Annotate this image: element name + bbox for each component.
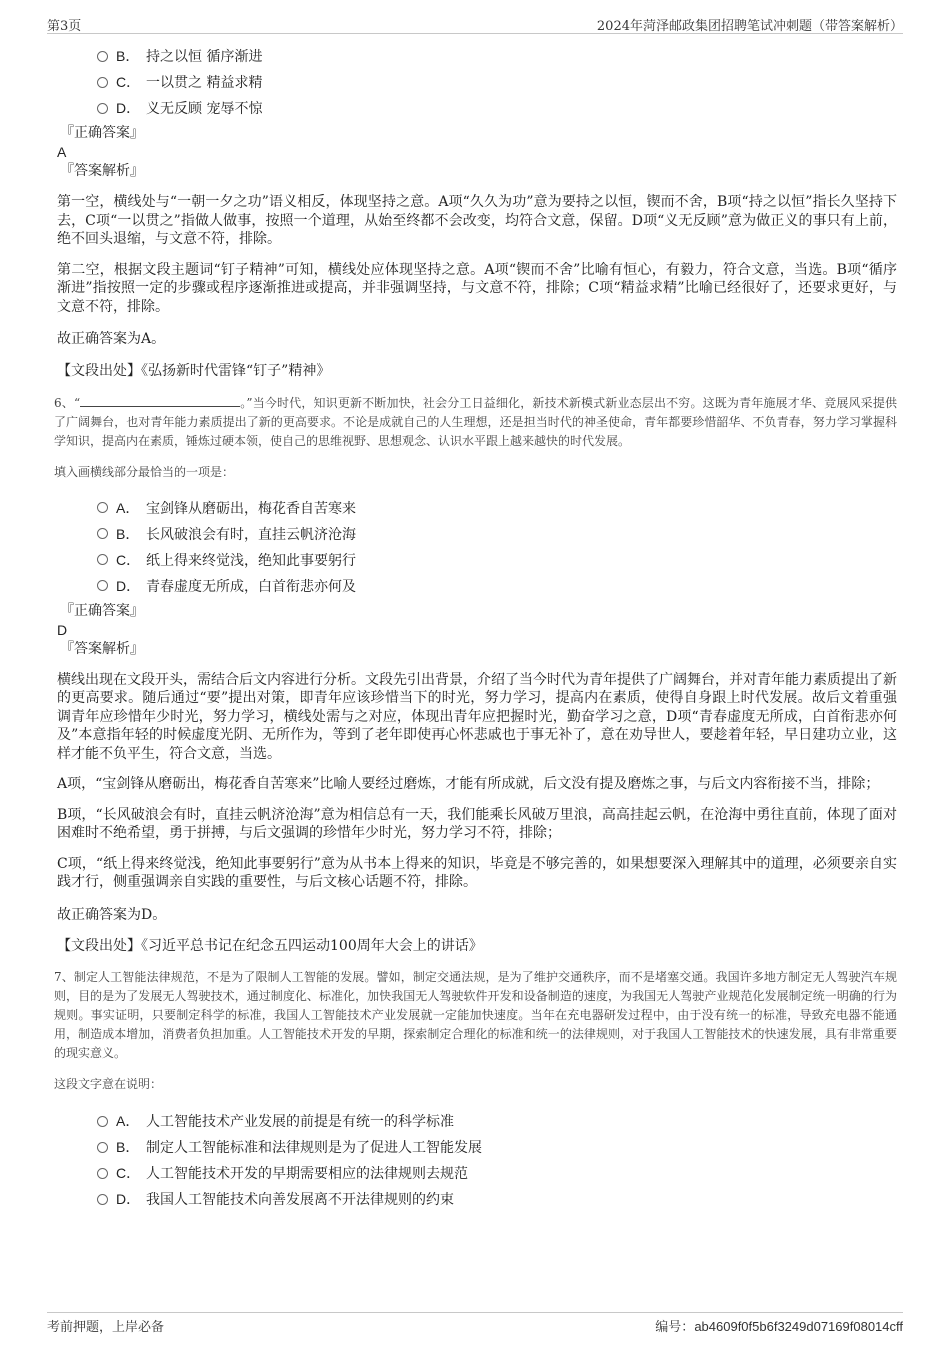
question-stem: 7、制定人工智能法律规范，不是为了限制人工智能的发展。譬如，制定交通法规，是为了维护交通秩序，而不是堵塞交通。我国许多地方制定无人驾驶汽车规则，目的是为了发展无人驾驶技术，通过制度化、标准化，加快我国无人驾驶软件开发和设备制造的速度，为我国无人驾驶产业规范化发展制定统一明确的行为规则。事实证明，只要制定科学的标准，我国人工智能技术产业发展就一定能加快速度。当年在充电器研发过程中，由于没有统一的标准，导致充电器不能通用，制造成本增加，消费者负担加重。人工智能技术开发的早期，探索制定合理化的标准和统一的法律规则，对于我国人工智能技术的快速发展，具有非常重要的现实意义。	[54, 970, 897, 1060]
fill-blank	[80, 394, 240, 407]
option-c[interactable]: C． 人工智能技术开发的早期需要相应的法律规则去规范	[97, 1160, 897, 1186]
option-d[interactable]: D． 青春虚度无所成，白首衔悲亦何及	[97, 573, 897, 599]
radio-icon[interactable]	[97, 1194, 108, 1205]
analysis-paragraph: A项，“宝剑锋从磨砺出，梅花香自苦寒来”比喻人要经过磨炼，才能有所成就，后文没有提及磨炼之事，与后文内容衔接不当，排除；	[57, 776, 880, 792]
radio-icon[interactable]	[97, 103, 108, 114]
analysis-paragraph: 第二空，根据文段主题词“钉子精神”可知，横线处应体现坚持之意。A项“锲而不舍”比喻有恒心，有毅力，符合文意，当选。B项“循序渐进”指按照一定的步骤或程序逐渐推进或提高，并非强调坚持，与文意不符，排除；C项“精益求精”比喻已经很好了，还要求更好，与文意不符，排除。	[57, 261, 897, 315]
main-content	[54, 45, 897, 1212]
radio-icon[interactable]	[97, 528, 108, 539]
page-footer	[47, 1312, 903, 1335]
option-b[interactable]: B． 持之以恒 循序渐进	[97, 43, 897, 69]
source-citation: 【文段出处】《习近平总书记在纪念五四运动100周年大会上的讲话》	[57, 938, 483, 954]
radio-icon[interactable]	[97, 77, 108, 88]
option-a[interactable]: A． 人工智能技术产业发展的前提是有统一的科学标准	[97, 1108, 897, 1134]
radio-icon[interactable]	[97, 580, 108, 591]
document-code: 编号：ab4609f0f5b6f3249d07169f08014cff	[655, 1319, 903, 1334]
answer-value: D	[57, 621, 68, 638]
page-number: 第3页	[47, 19, 82, 34]
footer-slogan: 考前押题，上岸必备	[47, 1320, 165, 1335]
question-stem: 6、“ 。”当今时代，知识更新不断加快，社会分工日益细化，新技术新模式新业态层出不穷。这既为青年施展才华、竞展风采提供了广阔舞台，也对青年能力素质提出了新的更高要求。不论是成就自己的人生理想，还是担当时代的神圣使命，青年都要珍惜韶华、不负青春，努力学习掌握科学知识，提高内在素质，锤炼过硬本领，使自己的思维视野、思想观念、认识水平跟上越来越快的时代发展。	[54, 395, 897, 448]
answer-label: 『正确答案』	[60, 125, 144, 141]
page-header	[47, 13, 903, 34]
q6-options	[57, 495, 897, 599]
analysis-conclusion: 故正确答案为D。	[57, 906, 167, 923]
q7-options	[57, 1108, 897, 1212]
analysis-paragraph: 横线出现在文段开头，需结合后文内容进行分析。文段先引出背景，介绍了当今时代为青年提供了广阔舞台，并对青年能力素质提出了新的更高要求。随后通过“要”提出对策，即青年应该珍惜当下的时光，努力学习，提高内在素质，使得自身跟上时代发展。故后文着重强调青年应珍惜年少时光，努力学习，横线处需与之对应，体现出青年应把握时光，勤奋学习之意，D项“青春虚度无所成，白首衔悲亦何及”本意指年轻的时候虚度光阴、无所作为，等到了老年即使再心怀悲戚也于事无补了，意在劝导世人，要趁着年轻，早日建功立业，这样才能不负平生，符合文意，当选。	[57, 671, 897, 762]
question-prompt: 填入画横线部分最恰当的一项是：	[54, 464, 235, 479]
analysis-paragraph: C项，“纸上得来终觉浅，绝知此事要躬行”意为从书本上得来的知识，毕竟是不够完善的，如果想要深入理解其中的道理，必须要亲自实践才行，侧重强调亲自实践的重要性，与后文核心话题不符，排除。	[57, 855, 897, 890]
radio-icon[interactable]	[97, 1168, 108, 1179]
radio-icon[interactable]	[97, 1116, 108, 1127]
analysis-paragraph: 第一空，横线处与“一朝一夕之功”语义相反，体现坚持之意。A项“久久为功”意为要持之以恒，锲而不舍，B项“持之以恒”指长久坚持下去，C项“一以贯之”指做人做事，按照一个道理，从始至终都不会改变，均符合文意，保留。D项“义无反顾”意为做正义的事只有上前，绝不回头退缩，与文意不符，排除。	[57, 194, 897, 247]
answer-value: A	[57, 144, 67, 160]
radio-icon[interactable]	[97, 554, 108, 565]
document-title: 2024年菏泽邮政集团招聘笔试冲刺题（带答案解析）	[596, 19, 903, 34]
analysis-conclusion: 故正确答案为A。	[57, 331, 166, 347]
option-c[interactable]: C． 一以贯之 精益求精	[97, 69, 897, 95]
radio-icon[interactable]	[97, 1142, 108, 1153]
radio-icon[interactable]	[97, 51, 108, 62]
option-b[interactable]: B． 制定人工智能标准和法律规则是为了促进人工智能发展	[97, 1134, 897, 1160]
answer-label: 『正确答案』	[60, 602, 144, 619]
radio-icon[interactable]	[97, 502, 108, 513]
option-c[interactable]: C． 纸上得来终觉浅，绝知此事要躬行	[97, 547, 897, 573]
analysis-label: 『答案解析』	[60, 163, 144, 179]
analysis-label: 『答案解析』	[60, 640, 144, 657]
analysis-paragraph: B项，“长风破浪会有时，直挂云帆济沧海”意为相信总有一天，我们能乘长风破万里浪，高高挂起云帆，在沧海中勇往直前，体现了面对困难时不绝希望，勇于拼搏，与后文强调的珍惜年少时光，努力学习不符，排除；	[57, 806, 897, 841]
option-d[interactable]: D． 义无反顾 宠辱不惊	[97, 95, 897, 121]
question-prompt: 这段文字意在说明：	[54, 1077, 163, 1091]
option-b[interactable]: B． 长风破浪会有时，直挂云帆济沧海	[97, 521, 897, 547]
option-a[interactable]: A． 宝剑锋从磨砺出，梅花香自苦寒来	[97, 495, 897, 521]
q5-options	[57, 43, 897, 121]
option-d[interactable]: D． 我国人工智能技术向善发展离不开法律规则的约束	[97, 1186, 897, 1212]
source-citation: 【文段出处】《弘扬新时代雷锋“钉子”精神》	[57, 362, 331, 379]
